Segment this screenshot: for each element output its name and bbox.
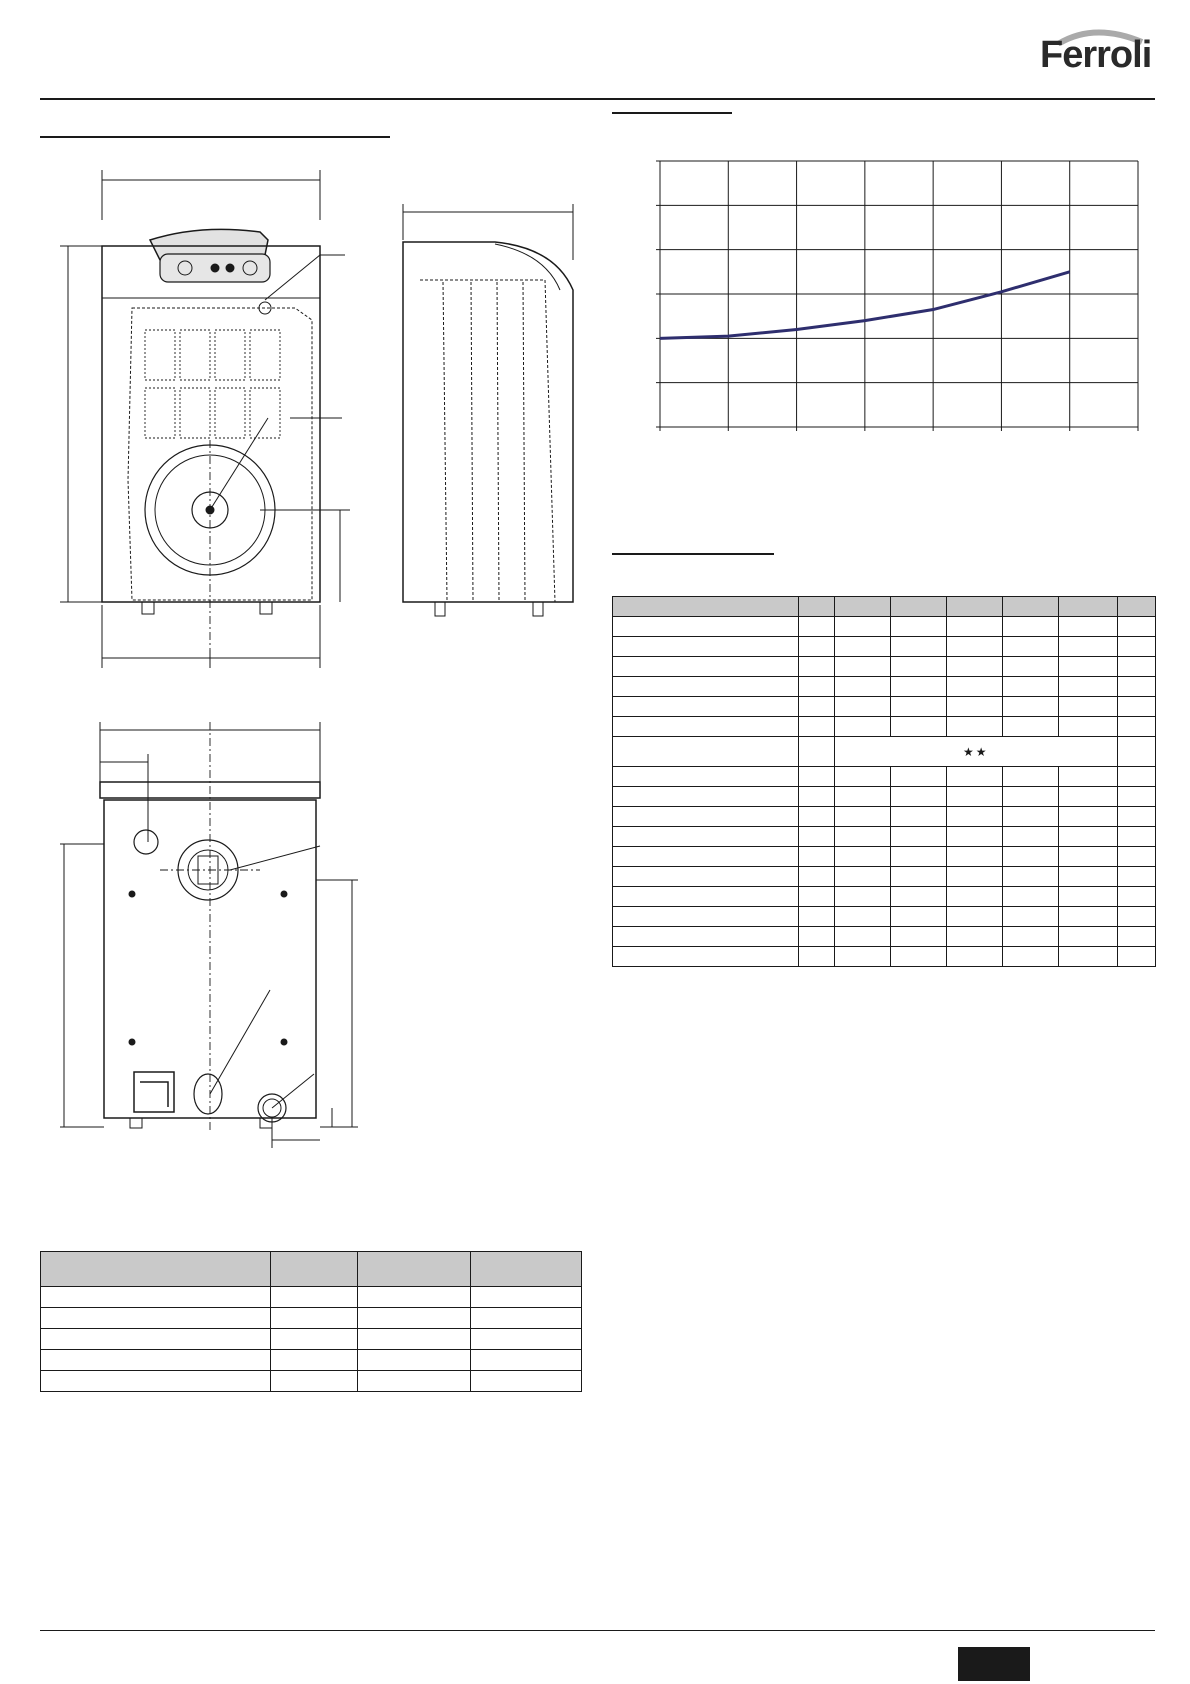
table-header-row [613, 597, 1156, 617]
table-row [613, 767, 1156, 787]
dimensions-table [40, 1251, 582, 1392]
table-row [613, 887, 1156, 907]
table-row [613, 677, 1156, 697]
dimensions-row [41, 1371, 582, 1392]
side-view-drawing [395, 200, 595, 620]
table-row [613, 787, 1156, 807]
dimensions-row [41, 1329, 582, 1350]
merged-stars-cell: ★★ [834, 737, 1117, 767]
logo-text: Ferroli [1040, 34, 1152, 76]
table-row [613, 827, 1156, 847]
table-section-underline [612, 553, 774, 555]
table-row [613, 867, 1156, 887]
front-view-drawing [50, 160, 390, 680]
table-row [613, 717, 1156, 737]
chart-section-underline [612, 112, 732, 114]
table-row [613, 617, 1156, 637]
header-rule [40, 98, 1155, 100]
table-row [613, 807, 1156, 827]
table-row [613, 927, 1156, 947]
rear-view-drawing [60, 722, 400, 1182]
ferroli-logo [1040, 28, 1158, 74]
table-row [613, 947, 1156, 967]
dimensions-row [41, 1287, 582, 1308]
page-number-box [958, 1647, 1030, 1681]
table-row [613, 907, 1156, 927]
dimensions-section-underline [40, 136, 390, 138]
table-row [613, 737, 1156, 767]
table-row [613, 697, 1156, 717]
dimensions-row [41, 1350, 582, 1371]
footer-rule [40, 1630, 1155, 1631]
dimensions-header-row [41, 1252, 582, 1287]
table-row [613, 657, 1156, 677]
dimensions-row [41, 1308, 582, 1329]
technical-data-table [612, 596, 1156, 967]
line-chart [640, 155, 1140, 445]
table-row [613, 637, 1156, 657]
table-row [613, 847, 1156, 867]
